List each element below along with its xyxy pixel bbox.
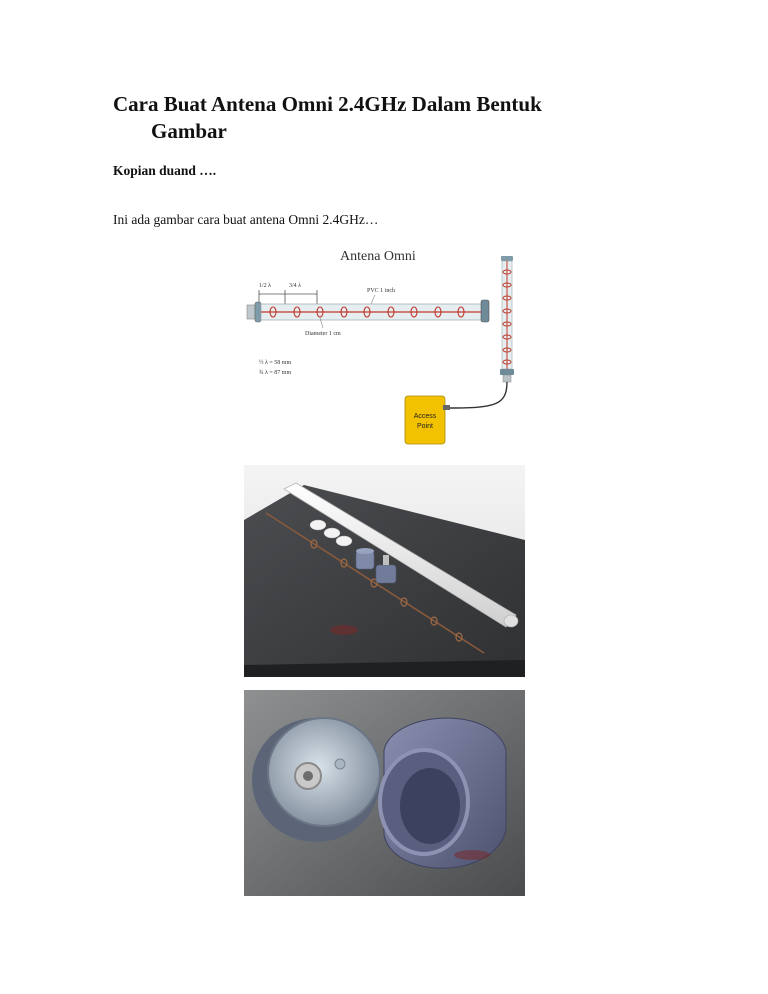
antenna-diagram xyxy=(245,240,535,452)
intro-paragraph: Ini ada gambar cara buat antena Omni 2.4GHz… xyxy=(113,212,379,227)
photo2-hole xyxy=(335,759,345,769)
access-point-label-line1: Access xyxy=(413,413,437,420)
access-point-box xyxy=(405,396,445,444)
photo1-connector xyxy=(383,555,389,565)
photo1-stain xyxy=(330,625,358,635)
document-title xyxy=(113,91,633,145)
photo1-cap-2 xyxy=(376,565,396,583)
title-line-1: Cara Buat Antena Omni 2.4GHz Dalam Bentuk xyxy=(113,92,542,116)
photo2-connector-pin xyxy=(303,771,313,781)
access-point-port xyxy=(443,405,450,410)
dim-label-half: 1/2 λ xyxy=(259,283,272,289)
pipe-cap-right xyxy=(481,300,489,322)
photo1-cap-1-top xyxy=(356,548,374,554)
formula-three-quarter: ¾ λ = 87 mm xyxy=(259,370,292,376)
vertical-connector xyxy=(503,375,511,382)
coax-cable xyxy=(450,382,507,408)
dim-label-three-quarter: 3/4 λ xyxy=(289,283,302,289)
access-point-label-line2: Point xyxy=(417,423,433,430)
title-line-2: Gambar xyxy=(151,119,227,143)
diagram-heading: Antena Omni xyxy=(340,249,416,264)
pvc-label: PVC 1 inch xyxy=(367,288,396,294)
photo1-disc-1 xyxy=(310,520,326,530)
coax-connector xyxy=(247,305,255,319)
photo2-stain xyxy=(454,850,490,860)
photo1-pipe-end xyxy=(504,615,518,627)
photo1-disc-2 xyxy=(324,528,340,538)
document-subtitle: Kopian duand …. xyxy=(113,163,217,178)
pvc-caps-photo-svg xyxy=(244,690,525,896)
vertical-cap-bottom xyxy=(500,369,514,375)
photo1-disc-3 xyxy=(336,536,352,546)
photo2-right-cap-inside xyxy=(400,768,460,844)
pvc-caps-photo xyxy=(244,690,525,896)
photo2-left-cap-inner xyxy=(268,718,380,826)
vertical-cap-top xyxy=(501,256,513,261)
antenna-parts-photo-svg xyxy=(244,465,525,677)
antenna-parts-photo xyxy=(244,465,525,677)
antenna-diagram-svg xyxy=(245,240,535,452)
diameter-label: Diameter 1 cm xyxy=(305,331,341,337)
pipe-cap-left xyxy=(255,302,261,322)
formula-half: ½ λ = 58 mm xyxy=(259,360,292,366)
